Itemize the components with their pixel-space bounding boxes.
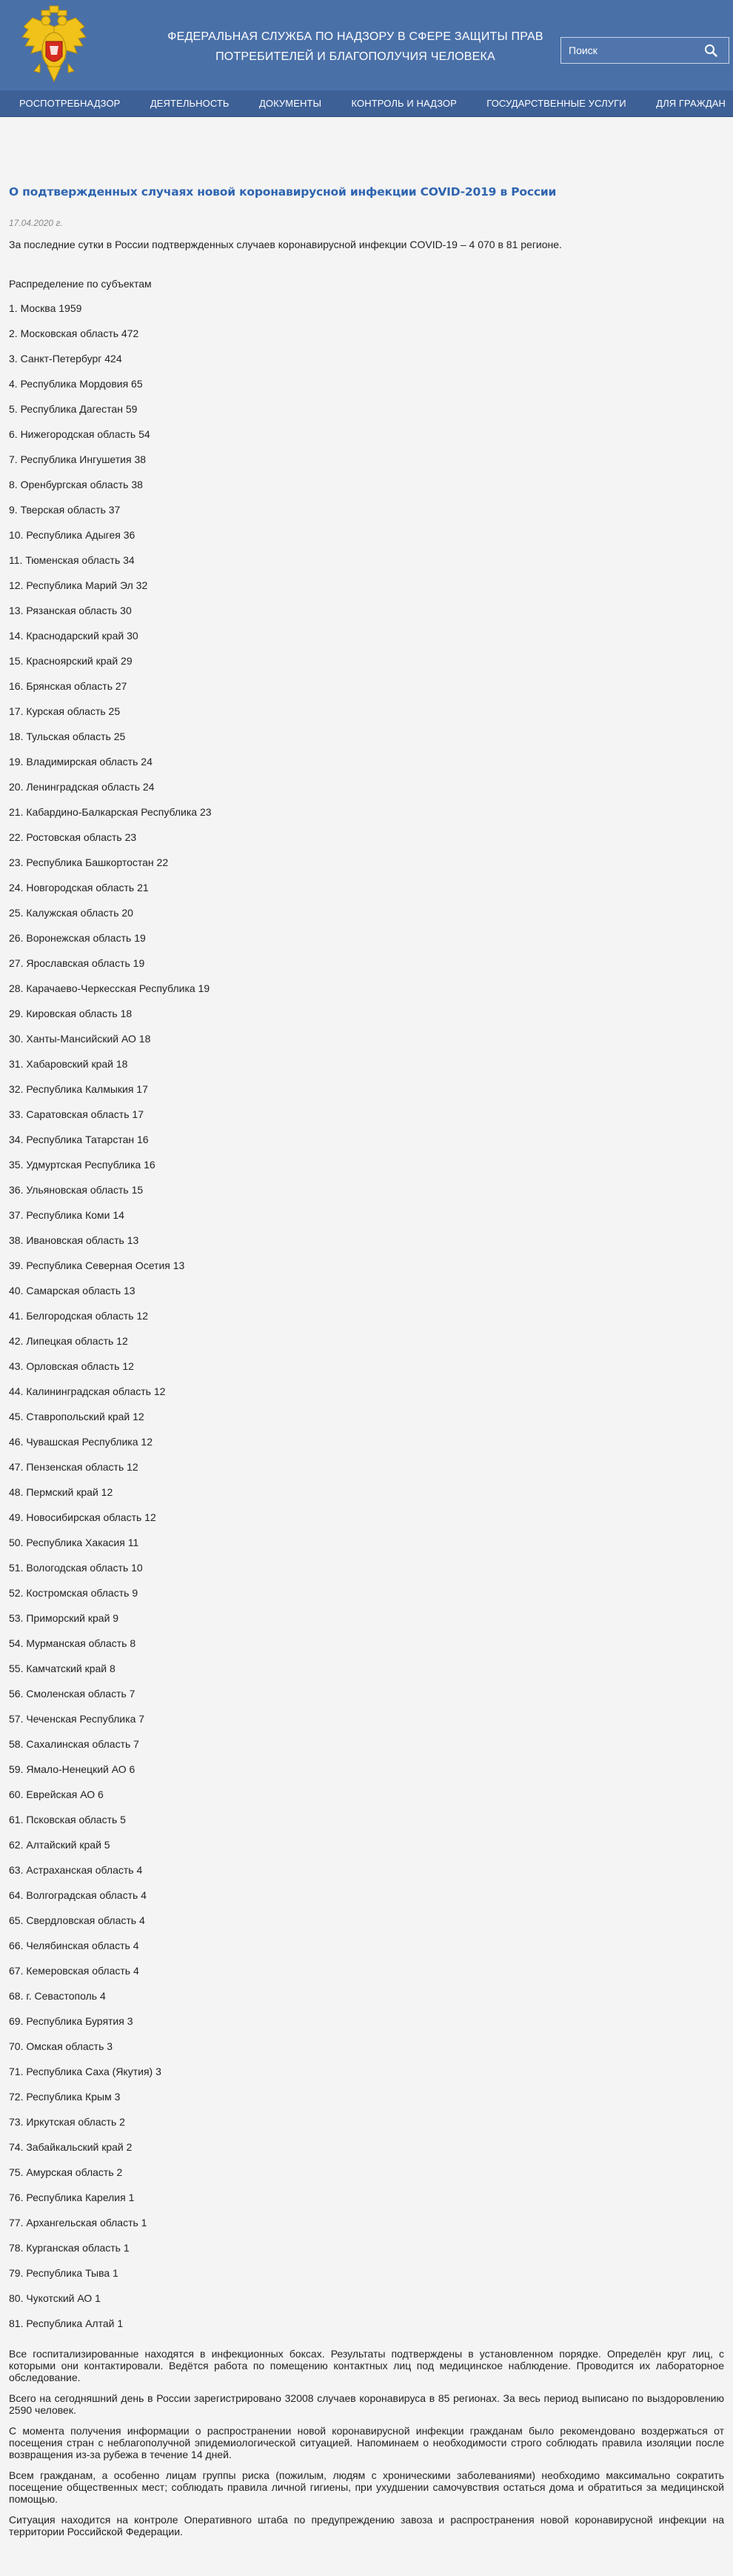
list-item: 42. Липецкая область 12 — [9, 1335, 128, 1347]
nav-item-for-citizens[interactable]: ДЛЯ ГРАЖДАН — [656, 98, 726, 109]
list-item: 68. г. Севастополь 4 — [9, 1990, 106, 2002]
list-item: 36. Ульяновская область 15 — [9, 1184, 144, 1196]
search-icon[interactable] — [702, 41, 720, 59]
list-item: 76. Республика Карелия 1 — [9, 2191, 135, 2203]
list-item: 60. Еврейская АО 6 — [9, 1788, 104, 1800]
list-item: 15. Красноярский край 29 — [9, 655, 133, 667]
list-item: 69. Республика Бурятия 3 — [9, 2015, 133, 2027]
list-item: 65. Свердловская область 4 — [9, 1914, 145, 1926]
list-item: 34. Республика Татарстан 16 — [9, 1134, 149, 1145]
list-item: 48. Пермский край 12 — [9, 1486, 113, 1498]
site-title — [148, 27, 563, 67]
article-paragraph: С момента получения информации о распространении новой коронавирусной инфекции гражданам было рекомендовано воздержаться от посещения стран с неблагополучной эпидемиологической ситуацией. Напоминаем о необходимости строго соблюдать правила изоляции после возвращения из-за рубежа в течение 14 дней. — [9, 2425, 724, 2460]
list-item: 63. Астраханская область 4 — [9, 1864, 143, 1876]
list-item: 10. Республика Адыгея 36 — [9, 529, 135, 541]
list-item: 54. Мурманская область 8 — [9, 1637, 136, 1649]
list-item: 21. Кабардино-Балкарская Республика 23 — [9, 806, 212, 818]
list-item: 23. Республика Башкортостан 22 — [9, 856, 169, 868]
list-item: 5. Республика Дагестан 59 — [9, 403, 138, 415]
list-item: 2. Московская область 472 — [9, 327, 139, 339]
nav-item-public-services[interactable]: ГОСУДАРСТВЕННЫЕ УСЛУГИ — [486, 98, 626, 109]
list-item: 30. Ханты-Мансийский АО 18 — [9, 1033, 151, 1045]
list-item: 3. Санкт-Петербург 424 — [9, 353, 122, 365]
list-item: 17. Курская область 25 — [9, 705, 121, 717]
list-item: 24. Новгородская область 21 — [9, 882, 149, 893]
list-item: 19. Владимирская область 24 — [9, 756, 153, 768]
list-item: 31. Хабаровский край 18 — [9, 1058, 128, 1070]
nav-item-rospotrebnadzor[interactable]: РОСПОТРЕБНАДЗОР — [19, 98, 121, 109]
nav-item-documents[interactable]: ДОКУМЕНТЫ — [258, 98, 322, 109]
nav-item-control[interactable]: КОНТРОЛЬ И НАДЗОР — [351, 98, 457, 109]
nav-item-activity[interactable]: ДЕЯТЕЛЬНОСТЬ — [150, 98, 230, 109]
list-item: 72. Республика Крым 3 — [9, 2091, 121, 2103]
list-item: 44. Калининградская область 12 — [9, 1385, 166, 1397]
list-item: 53. Приморский край 9 — [9, 1612, 119, 1624]
list-item: 74. Забайкальский край 2 — [9, 2141, 133, 2153]
list-item: 55. Камчатский край 8 — [9, 1663, 116, 1674]
article-paragraph: Всего на сегодняшний день в России зарегистрировано 32008 случаев коронавируса в 85 регионах. За весь период выписано по выздоровлению 2590 человек. — [9, 2392, 724, 2416]
list-item: 81. Республика Алтай 1 — [9, 2317, 124, 2329]
list-item: 12. Республика Марий Эл 32 — [9, 579, 148, 591]
list-item: 80. Чукотский АО 1 — [9, 2292, 101, 2304]
list-item: 8. Оренбургская область 38 — [9, 479, 143, 490]
list-item: 26. Воронежская область 19 — [9, 932, 146, 944]
site-header — [0, 0, 733, 90]
list-item: 71. Республика Саха (Якутия) 3 — [9, 2066, 161, 2077]
list-item: 16. Брянская область 27 — [9, 680, 127, 692]
list-item: 52. Костромская область 9 — [9, 1587, 138, 1599]
list-item: 59. Ямало-Ненецкий АО 6 — [9, 1763, 135, 1775]
list-item: 47. Пензенская область 12 — [9, 1461, 138, 1473]
search-box — [560, 37, 729, 64]
list-item: 41. Белгородская область 12 — [9, 1310, 149, 1322]
list-item: 32. Республика Калмыкия 17 — [9, 1083, 148, 1095]
list-item: 33. Саратовская область 17 — [9, 1108, 144, 1120]
list-item: 25. Калужская область 20 — [9, 907, 133, 919]
list-item: 46. Чувашская Республика 12 — [9, 1436, 153, 1448]
article-paragraph: Ситуация находится на контроле Оперативного штаба по предупреждению завоза и распространения новой коронавирусной инфекции на территории Российской Федерации. — [9, 2514, 724, 2537]
list-item: 78. Курганская область 1 — [9, 2242, 130, 2254]
list-item: 51. Вологодская область 10 — [9, 1562, 143, 1574]
site-title-line2: ПОТРЕБИТЕЛЕЙ И БЛАГОПОЛУЧИЯ ЧЕЛОВЕКА — [215, 50, 495, 63]
list-item: 6. Нижегородская область 54 — [9, 428, 150, 440]
list-item: 18. Тульская область 25 — [9, 730, 126, 742]
distribution-header: Распределение по субъектам — [9, 278, 152, 290]
list-item: 27. Ярославская область 19 — [9, 957, 145, 969]
list-item: 66. Челябинская область 4 — [9, 1940, 139, 1951]
list-item: 57. Чеченская Республика 7 — [9, 1713, 145, 1725]
list-item: 70. Омская область 3 — [9, 2040, 113, 2052]
list-item: 43. Орловская область 12 — [9, 1360, 134, 1372]
list-item: 4. Республика Мордовия 65 — [9, 378, 143, 390]
emblem-icon[interactable] — [18, 4, 90, 86]
article-date: 17.04.2020 г. — [9, 218, 63, 228]
list-item: 1. Москва 1959 — [9, 302, 82, 314]
list-item: 29. Кировская область 18 — [9, 1008, 133, 1019]
site-title-line1: ФЕДЕРАЛЬНАЯ СЛУЖБА ПО НАДЗОРУ В СФЕРЕ ЗАЩИТЫ ПРАВ — [167, 30, 543, 43]
list-item: 61. Псковская область 5 — [9, 1814, 126, 1826]
list-item: 40. Самарская область 13 — [9, 1285, 135, 1297]
list-item: 7. Республика Ингушетия 38 — [9, 453, 147, 465]
main-nav — [0, 90, 733, 117]
article-title: О подтвержденных случаях новой коронавирусной инфекции COVID-2019 в России — [9, 185, 557, 199]
list-item: 20. Ленинградская область 24 — [9, 781, 155, 793]
list-item: 14. Краснодарский край 30 — [9, 630, 138, 642]
article — [0, 117, 733, 2537]
list-item: 13. Рязанская область 30 — [9, 605, 132, 616]
list-item: 77. Архангельская область 1 — [9, 2217, 147, 2229]
list-item: 58. Сахалинская область 7 — [9, 1738, 139, 1750]
list-item: 45. Ставропольский край 12 — [9, 1411, 144, 1422]
list-item: 9. Тверская область 37 — [9, 504, 121, 516]
list-item: 37. Республика Коми 14 — [9, 1209, 124, 1221]
list-item: 67. Кемеровская область 4 — [9, 1965, 139, 1977]
list-item: 49. Новосибирская область 12 — [9, 1511, 156, 1523]
list-item: 11. Тюменская область 34 — [9, 554, 135, 566]
list-item: 56. Смоленская область 7 — [9, 1688, 135, 1700]
article-paragraph: Всем гражданам, а особенно лицам группы риска (пожилым, людям с хроническими заболеваниями) необходимо максимально сократить посещение общественных мест; соблюдать правила личной гигиены, при ухудшении самочувствия остаться дома и обратиться за медицинской помощью. — [9, 2469, 724, 2505]
list-item: 35. Удмуртская Республика 16 — [9, 1159, 155, 1171]
article-footer-text — [9, 2348, 724, 2537]
region-list — [9, 302, 724, 2342]
list-item: 50. Республика Хакасия 11 — [9, 1537, 139, 1548]
list-item: 75. Амурская область 2 — [9, 2166, 123, 2178]
article-lead: За последние сутки в России подтвержденных случаев коронавирусной инфекции COVID-19 – 4 070 в 81 регионе. — [9, 239, 562, 250]
list-item: 64. Волгоградская область 4 — [9, 1889, 147, 1901]
search-input[interactable] — [561, 38, 702, 63]
list-item: 28. Карачаево-Черкесская Республика 19 — [9, 982, 210, 994]
list-item: 22. Ростовская область 23 — [9, 831, 137, 843]
list-item: 73. Иркутская область 2 — [9, 2116, 125, 2128]
list-item: 79. Республика Тыва 1 — [9, 2267, 118, 2279]
article-paragraph: Все госпитализированные находятся в инфекционных боксах. Результаты подтверждены в установленном порядке. Определён круг лиц, с которыми они контактировали. Ведётся работа по помещению контактных лиц под медицинское наблюдение. Проводится их лабораторное обследование. — [9, 2348, 724, 2383]
list-item: 38. Ивановская область 13 — [9, 1234, 139, 1246]
list-item: 39. Республика Северная Осетия 13 — [9, 1259, 185, 1271]
list-item: 62. Алтайский край 5 — [9, 1839, 110, 1851]
